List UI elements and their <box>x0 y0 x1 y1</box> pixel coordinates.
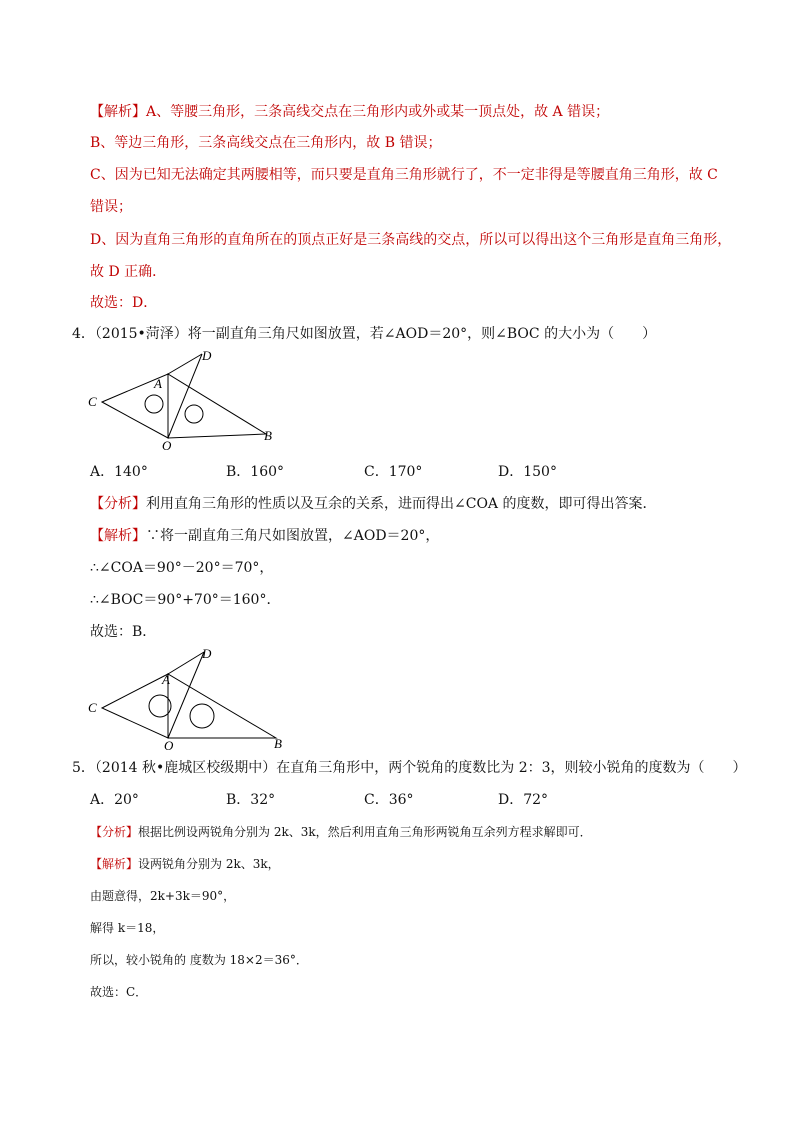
solution-tag: 【解析】 <box>90 104 146 120</box>
q4-figure-2 <box>84 644 294 754</box>
q4-solution-line-1 <box>90 526 439 546</box>
solution-tag: 【解析】 <box>90 857 139 871</box>
label-o: O <box>164 738 174 753</box>
q4-solution-line-2: ∴∠COA＝90°－20°＝70°， <box>90 560 274 576</box>
q4-option-d: D．150° <box>498 464 557 480</box>
q3-solution-line-2: B、等边三角形，三条高线交点在三角形内，故 B 错误； <box>90 135 442 151</box>
label-c: C <box>88 700 97 715</box>
q5-solution-text-1: 设两锐角分别为 2k、3k， <box>138 857 280 871</box>
label-b: B <box>274 736 282 751</box>
q4-option-c: C．170° <box>364 464 423 480</box>
q4-solution-line-3: ∴∠BOC＝90°+70°＝160°． <box>90 592 281 608</box>
q5-option-b: B．32° <box>226 792 276 808</box>
q3-solution-line-4b: 故 D 正确． <box>90 264 167 280</box>
label-d: D <box>202 646 212 661</box>
solution-tag: 【解析】 <box>90 528 146 544</box>
q5-solution-line-4: 所以，较小锐角的 度数为 18×2＝36°． <box>90 953 308 967</box>
q4-stem: 4．（2015•菏泽）将一副直角三角尺如图放置，若∠AOD＝20°，则∠BOC 的大小为（ ） <box>72 326 657 342</box>
q5-stem: 5．（2014 秋•鹿城区校级期中）在直角三角形中，两个锐角的度数比为 2：3，则较小锐角的度数为（ ） <box>72 760 747 776</box>
q5-analysis <box>90 822 592 842</box>
q5-option-c: C．36° <box>364 792 414 808</box>
q5-option-a: A．20° <box>90 792 139 808</box>
q3-solution-line-3b: 错误； <box>90 199 132 215</box>
q4-analysis <box>90 494 656 514</box>
q5-solution-line-3: 解得 k＝18， <box>90 921 165 935</box>
q5-analysis-text: 根据比例设两锐角分别为 2k、3k，然后利用直角三角形两锐角互余列方程求解即可． <box>138 825 592 839</box>
q3-solution-line-1 <box>90 102 609 122</box>
q4-answer: 故选：B． <box>90 624 157 640</box>
label-b: B <box>264 428 272 443</box>
q5-solution-line-2: 由题意得，2k+3k＝90°， <box>90 889 236 903</box>
label-a: A <box>162 672 170 687</box>
q3-solution-line-4: D、因为直角三角形的直角所在的顶点正好是三条高线的交点，所以可以得出这个三角形是直角三角形， <box>90 232 732 248</box>
q5-answer: 故选：C． <box>90 985 148 999</box>
q3-answer: 故选：D． <box>90 295 158 311</box>
q5-solution-line-1 <box>90 854 280 874</box>
label-a: A <box>154 376 162 391</box>
label-c: C <box>88 394 97 409</box>
q5-option-d: D．72° <box>498 792 549 808</box>
label-o: O <box>162 438 172 452</box>
q4-figure-1 <box>84 346 284 452</box>
q3-solution-line-3: C、因为已知无法确定其两腰相等，而只要是直角三角形就行了，不一定非得是等腰直角三角形，故 C <box>90 167 718 183</box>
q4-solution-text-1: ∵将一副直角三角尺如图放置，∠AOD＝20°， <box>146 528 440 544</box>
q4-option-a: A．140° <box>90 464 148 480</box>
label-d: D <box>202 348 212 363</box>
q3-solution-text-1: A、等腰三角形，三条高线交点在三角形内或外或某一顶点处，故 A 错误； <box>146 104 610 120</box>
q4-option-b: B．160° <box>226 464 285 480</box>
q4-analysis-text: 利用直角三角形的性质以及互余的关系，进而得出∠COA 的度数，即可得出答案． <box>146 496 657 512</box>
analysis-tag: 【分析】 <box>90 496 146 512</box>
analysis-tag: 【分析】 <box>90 825 139 839</box>
